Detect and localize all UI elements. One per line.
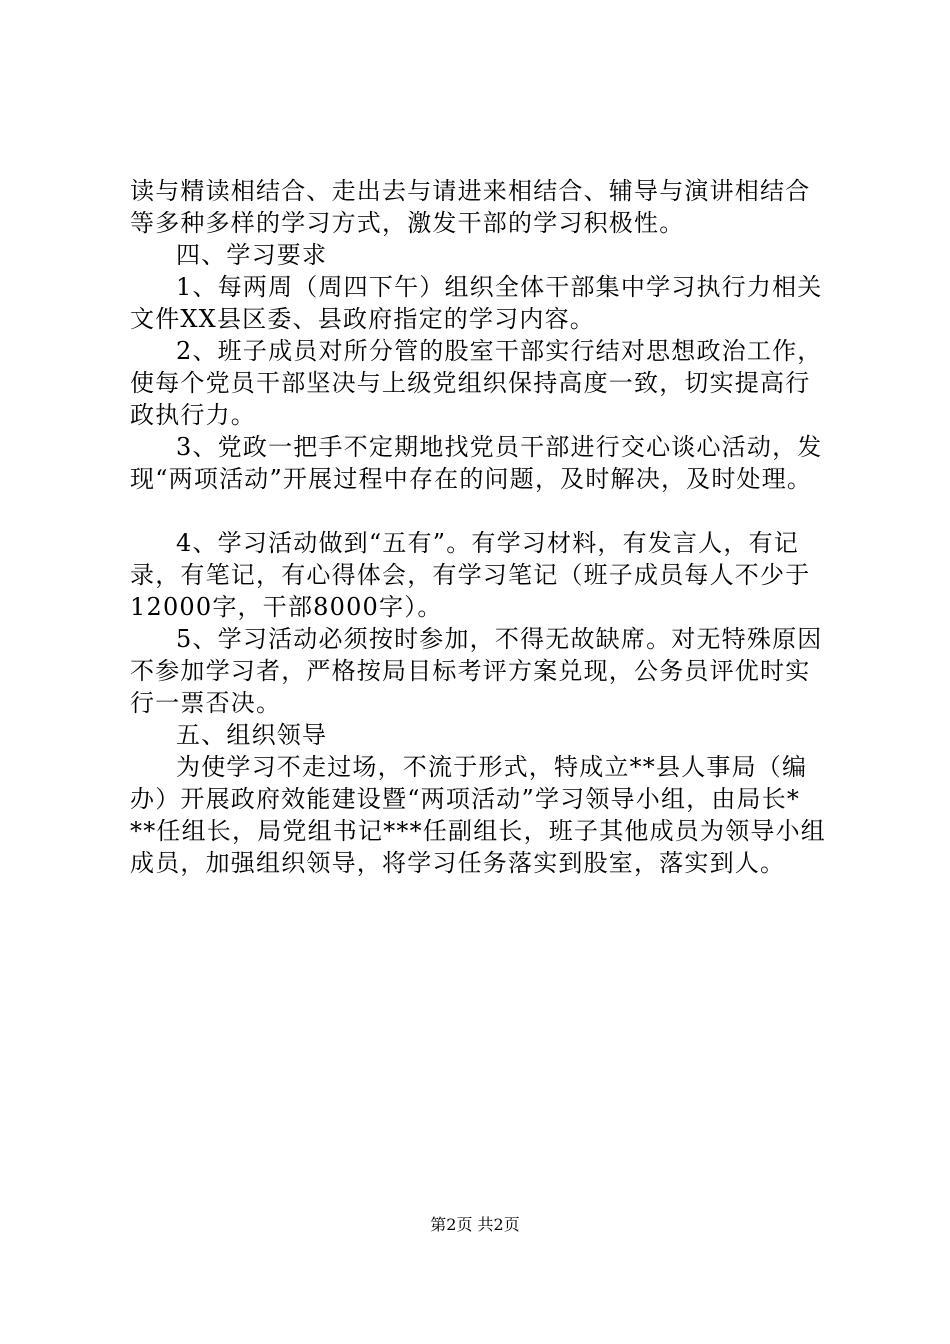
paragraph-line: 政执行力。 bbox=[130, 401, 256, 429]
paragraph-line: **任组长，局党组书记***任副组长，班子其他成员为领导小组 bbox=[130, 817, 826, 845]
section-heading-requirements: 四、学习要求 bbox=[176, 241, 328, 269]
blank-line bbox=[130, 495, 870, 527]
paragraph-line: 为使学习不走过场，不流于形式，特成立**县人事局（编 bbox=[176, 753, 808, 781]
paragraph-line: 3、党政一把手不定期地找党员干部进行交心谈心活动，发 bbox=[176, 433, 823, 461]
paragraph-line: 等多种多样的学习方式，激发干部的学习积极性。 bbox=[130, 209, 685, 237]
paragraph-line: 不参加学习者，严格按局目标考评方案兑现，公务员评优时实 bbox=[130, 657, 811, 685]
paragraph-line: 办）开展政府效能建设暨“两项活动”学习领导小组，由局长* bbox=[130, 785, 801, 813]
paragraph-line: 5、学习活动必须按时参加，不得无故缺席。对无特殊原因 bbox=[176, 625, 823, 653]
section-heading-leadership: 五、组织领导 bbox=[176, 721, 328, 749]
document-body bbox=[130, 175, 870, 879]
paragraph-line: 现“两项活动”开展过程中存在的问题，及时解决，及时处理。 bbox=[130, 465, 813, 493]
page-footer: 第2页 共2页 bbox=[430, 1215, 520, 1234]
paragraph-line: 录，有笔记，有心得体会，有学习笔记（班子成员每人不少于 bbox=[130, 561, 811, 589]
paragraph-line: 行一票否决。 bbox=[130, 689, 282, 717]
paragraph-line: 读与精读相结合、走出去与请进来相结合、辅导与演讲相结合 bbox=[130, 177, 811, 205]
paragraph-line: 成员，加强组织领导，将学习任务落实到股室，落实到人。 bbox=[130, 849, 786, 877]
paragraph-line: 2、班子成员对所分管的股室干部实行结对思想政治工作， bbox=[176, 337, 823, 365]
paragraph-line: 4、学习活动做到“五有”。有学习材料，有发言人，有记 bbox=[176, 529, 800, 557]
paragraph-line: 1、每两周（周四下午）组织全体干部集中学习执行力相关 bbox=[176, 273, 823, 301]
paragraph-line: 文件XX县区委、县政府指定的学习内容。 bbox=[130, 305, 595, 333]
paragraph-line: 使每个党员干部坚决与上级党组织保持高度一致，切实提高行 bbox=[130, 369, 811, 397]
paragraph-line: 12000字，干部8000字）。 bbox=[130, 593, 443, 621]
